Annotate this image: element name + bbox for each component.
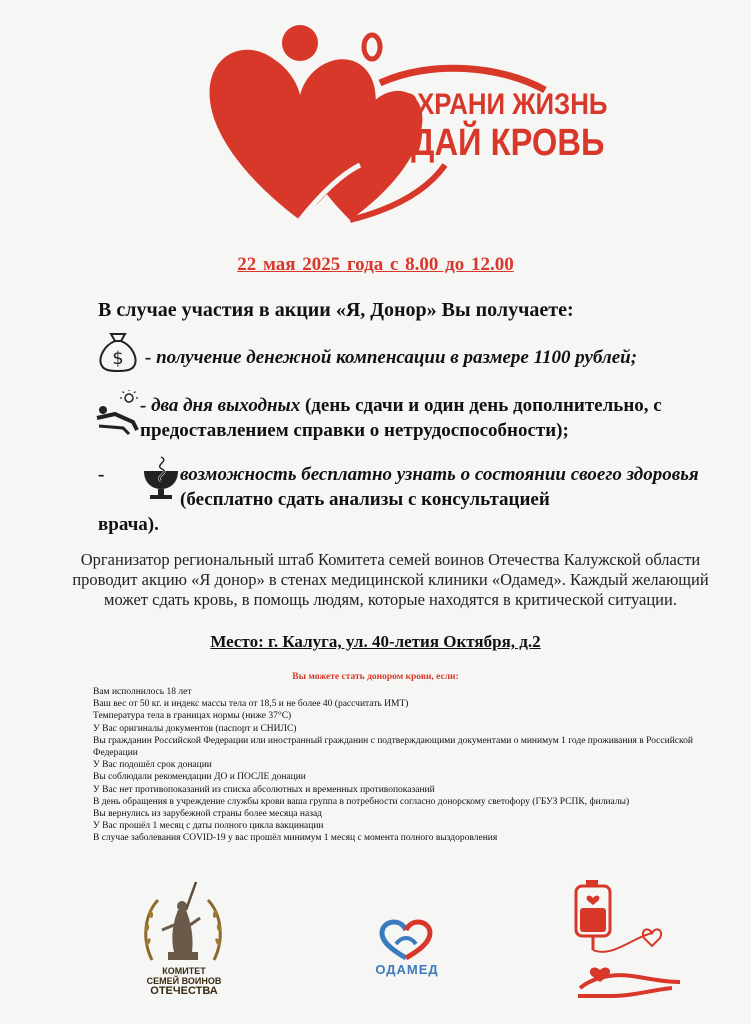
medical-bowl-icon [140, 455, 182, 501]
list-item: У Вас подошёл срок донации [93, 760, 212, 771]
list-item: Ваш вес от 50 кг. и индекс массы тела от 18,5 и не более 40 (рассчитать ИМТ) [93, 699, 409, 710]
slogan [380, 90, 644, 162]
list-item: У Вас нет противопоказаний из списка абсолютных и временных противопоказаний [93, 784, 435, 795]
benefit-health-dash: - [98, 464, 105, 485]
benefit-health-title: возможность бесплатно узнать о состоянии своего здоровья [180, 464, 699, 485]
list-item: У Вас оригиналы документов (паспорт и СНИЛС) [93, 723, 297, 734]
committee-line-1: КОМИТЕТ [162, 966, 206, 976]
event-date: 22 мая 2025 года с 8.00 до 12.00 [237, 254, 514, 275]
slogan-line-1: СОХРАНИ ЖИЗНЬ [380, 88, 608, 121]
benefit-days-off-details: (день сдачи и один день дополнительно, с предоставлением справки о нетрудоспособности); [140, 395, 662, 441]
odamed-logo-icon [378, 918, 434, 962]
list-item: Вы вернулись из зарубежной страны более месяца назад [93, 809, 322, 820]
committee-name [138, 966, 230, 996]
list-item: Вам исполнилось 18 лет [93, 687, 192, 697]
committee-line-2: СЕМЕЙ ВОИНОВ [146, 976, 222, 986]
list-item: Вы соблюдали рекомендации ДО и ПОСЛЕ донации [93, 772, 306, 783]
slogan-line-2: СДАЙ КРОВЬ [388, 122, 605, 164]
odamed-name: ОДАМЕД [375, 962, 439, 977]
rest-person-icon [93, 390, 143, 436]
money-bag-icon [95, 328, 141, 374]
list-item: У Вас прошёл 1 месяц с даты полного цикла вакцинации [93, 821, 324, 832]
list-item: В день обращения в учреждение службы крови ваша группа в потребности согласно донорскому светофору (ГБУЗ РСПК, филиалы) [93, 796, 630, 807]
list-item: Вы гражданин Российской Федерации или иностранный гражданин с подтверждающими документами о минимум 1 годе проживания в Российской Федерации [93, 735, 693, 759]
intro-heading: В случае участия в акции «Я, Донор» Вы получаете: [98, 299, 574, 321]
organizer-text: Организатор региональный штаб Комитета семей воинов Отечества Калужской области проводит акцию «Я донор» в стенах медицинской клиники «Одамед». Каждый желающий может сдать кровь, в помощь людям, которые находятся в критической ситуации. [72, 550, 709, 609]
committee-line-3: ОТЕЧЕСТВА [150, 985, 218, 997]
blood-bag-icon [572, 878, 687, 1000]
benefit-health-last: врача). [98, 514, 159, 535]
svg-text:$: $ [112, 348, 124, 369]
benefit-days-off-title: - два дня выходных [140, 395, 301, 416]
event-place: Место: г. Калуга, ул. 40-летия Октября, д.2 [210, 632, 541, 651]
requirements-list [93, 686, 733, 845]
list-item: Температура тела в границах нормы (ниже 37°С) [93, 711, 292, 722]
benefit-health-details: (бесплатно сдать анализы с консультацией [180, 489, 550, 510]
benefit-money: - получение денежной компенсации в размере 1100 рублей; [145, 347, 638, 368]
requirements-title: Вы можете стать донором крови, если: [292, 672, 459, 682]
list-item: В случае заболевания COVID-19 у вас прошёл минимум 1 месяц с момента полного выздоровления [93, 833, 498, 844]
benefit-days-off [140, 393, 710, 443]
